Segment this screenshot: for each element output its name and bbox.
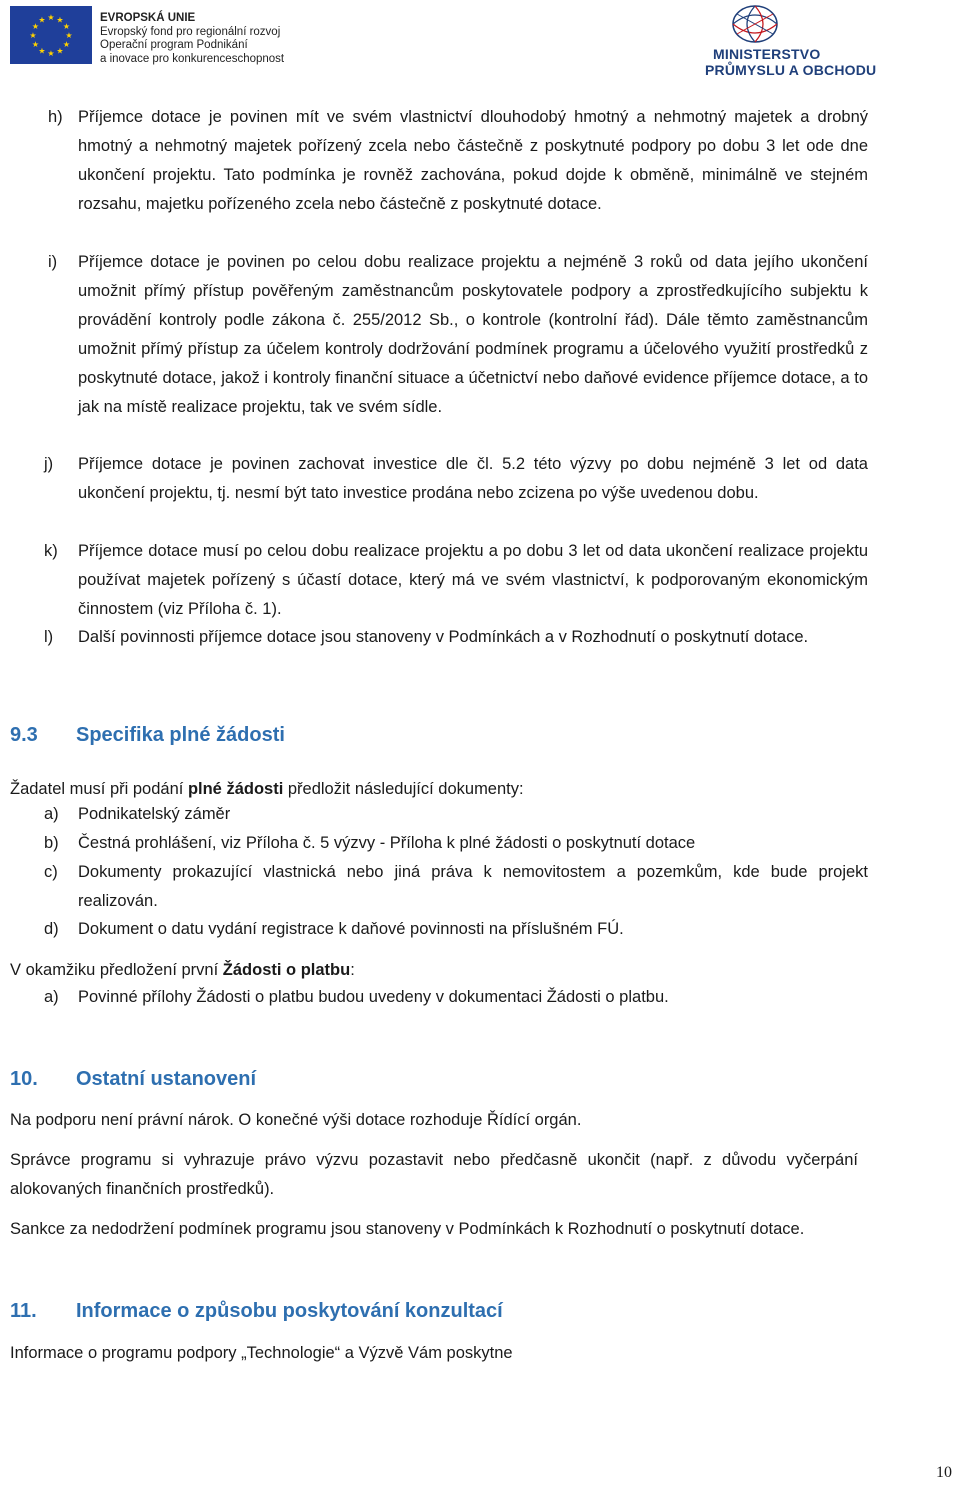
section-10-paragraph-3: Sankce za nedodržení podmínek programu jsou stanoveny v Podmínkách k Rozhodnutí o poskytnutí dotace.	[10, 1220, 805, 1238]
section-heading-11: 11. Informace o způsobu poskytování konzultací	[10, 1300, 503, 1322]
eu-logo-text: EVROPSKÁ UNIE Evropský fond pro regionální rozvoj Operační program Podnikání a inovace pro konkurenceschopnost	[100, 12, 285, 65]
svg-text:★: ★	[29, 31, 37, 40]
svg-text:★: ★	[62, 40, 71, 49]
section-10-paragraph-1: Na podporu není právní nárok. O konečné výši dotace rozhoduje Řídící orgán.	[10, 1111, 582, 1129]
section-heading-10: 10. Ostatní ustanovení	[10, 1068, 257, 1090]
ministry-logo: MINISTERSTVO PRŮMYSLU A OBCHODU	[705, 0, 875, 82]
svg-text:★: ★	[38, 46, 46, 56]
svg-text:★: ★	[65, 31, 73, 40]
section-heading-9-3: 9.3 Specifika plné žádosti	[10, 724, 285, 746]
payment-intro: V okamžiku předložení první Žádosti o platbu:	[10, 961, 355, 979]
ministry-globe-icon	[725, 2, 785, 46]
svg-text:★: ★	[62, 22, 71, 31]
svg-text:★: ★	[31, 40, 40, 49]
svg-text:★: ★	[31, 22, 40, 31]
svg-text:★: ★	[47, 49, 55, 58]
page-number: 10	[936, 1464, 952, 1481]
svg-text:★: ★	[47, 13, 55, 22]
section-9-3-intro: Žadatel musí při podání plné žádosti předložit následující dokumenty:	[10, 780, 524, 798]
eu-flag-icon	[10, 6, 92, 64]
page-header	[0, 0, 960, 85]
svg-text:★: ★	[56, 15, 64, 25]
section-10-paragraph-2: Správce programu si vyhrazuje právo výzvu pozastavit nebo předčasně ukončit (např. z důvodu vyčerpání alokovaných finančních prostředků).	[10, 1151, 858, 1198]
svg-text:★: ★	[38, 15, 46, 25]
svg-text:★: ★	[56, 46, 64, 56]
section-11-paragraph: Informace o programu podpory „Technologie“ a Výzvě Vám poskytne	[10, 1344, 513, 1362]
